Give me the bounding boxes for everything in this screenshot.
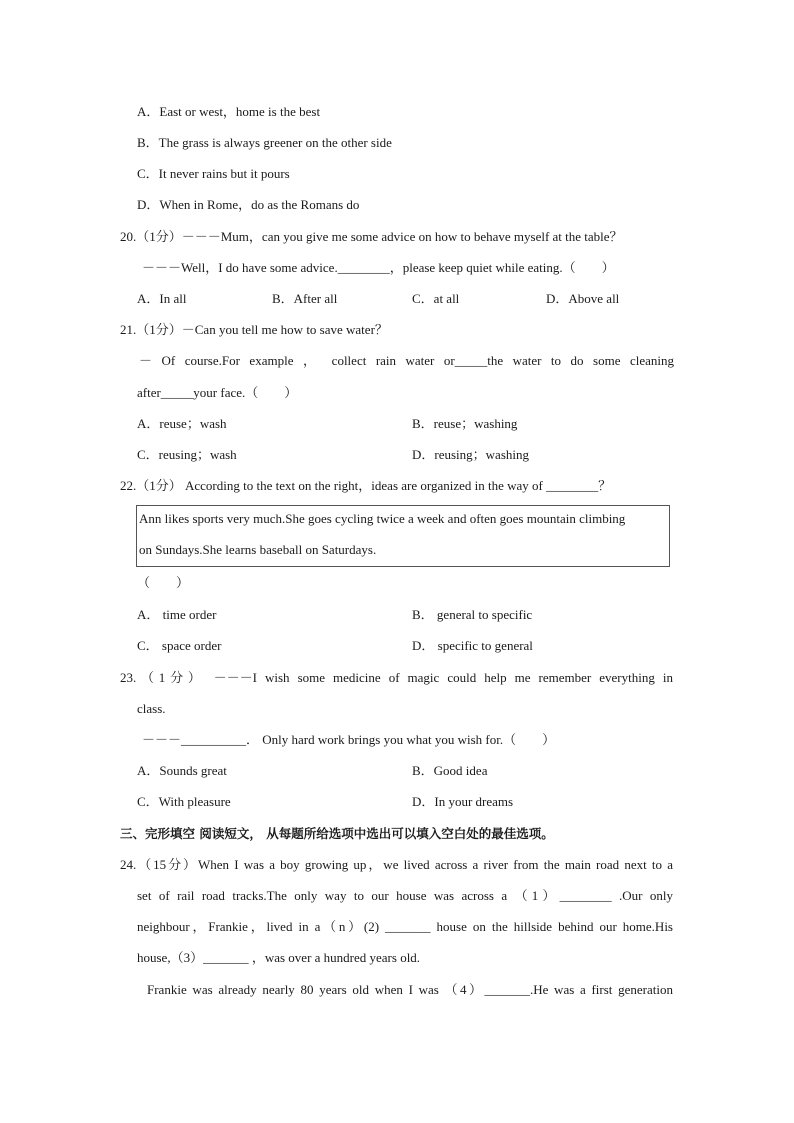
q24-line4: house,（3）_______ ，was over a hundred years old. — [137, 950, 421, 965]
q23-option-a: A．Sounds great — [137, 763, 227, 778]
q22-option-c: C． space order — [137, 638, 222, 653]
q21-line3: after_____your face.（ ） — [137, 385, 298, 400]
q23-line2: class. — [137, 701, 166, 716]
q23-option-c: C．With pleasure — [137, 794, 231, 809]
q20-stem: 20.（1分）－－－Mum，can you give me some advice on how to behave myself at the table？ — [120, 229, 623, 244]
q20-line2: －－－Well，I do have some advice.________，please keep quiet while eating.（ ） — [142, 260, 615, 275]
q23-line3: －－－__________． Only hard work brings you what you wish for.（ ） — [142, 732, 556, 747]
q24-line5: Frankie was already nearly 80 years old when I was （4）_______.He was a first generation — [147, 982, 673, 997]
q22-stem: 22.（1分） According to the text on the right，ideas are organized in the way of ________？ — [120, 478, 612, 493]
q19-option-b: B．The grass is always greener on the other side — [137, 135, 392, 150]
q21-option-d: D．reusing；washing — [412, 447, 529, 462]
q19-option-c: C．It never rains but it pours — [137, 166, 290, 181]
q20-option-a: A．In all — [137, 291, 187, 306]
q22-box-line1: Ann likes sports very much.She goes cycling twice a week and often goes mountain climbing — [139, 511, 626, 526]
q24-line3: neighbour，Frankie，lived in a（n）(2) _______ house on the hillside behind our home.His — [137, 919, 673, 934]
q21-stem: 21.（1分）－Can you tell me how to save water？ — [120, 322, 388, 337]
q20-option-d: D．Above all — [546, 291, 620, 306]
q23-option-b: B．Good idea — [412, 763, 488, 778]
q20-option-b: B．After all — [272, 291, 338, 306]
q22-option-d: D． specific to general — [412, 638, 533, 653]
q19-option-a: A．East or west，home is the best — [137, 104, 321, 119]
section-3-heading: 三、完形填空 阅读短文， 从每题所给选项中选出可以填入空白处的最佳选项。 — [120, 826, 554, 841]
q24-line2: set of rail road tracks.The only way to our house was across a （1）________ .Our only — [137, 888, 673, 903]
q22-option-b: B． general to specific — [412, 607, 533, 622]
q23-stem: 23.（1分） －－－I wish some medicine of magic could help me remember everything in — [120, 670, 673, 685]
q22-option-a: A． time order — [137, 607, 217, 622]
q19-option-d: D．When in Rome，do as the Romans do — [137, 197, 360, 212]
q21-line2: － Of course.For example ， collect rain water or_____the water to do some cleaning — [139, 353, 674, 368]
q22-answer-paren: （ ） — [137, 575, 190, 590]
q24-line1: 24.（15分）When I was a boy growing up，we lived across a river from the main road next to a — [120, 857, 673, 872]
q22-box-line2: on Sundays.She learns baseball on Saturdays. — [139, 542, 377, 557]
q21-option-b: B．reuse；washing — [412, 416, 518, 431]
q20-option-c: C．at all — [412, 291, 460, 306]
q21-option-a: A．reuse；wash — [137, 416, 227, 431]
q21-option-c: C．reusing；wash — [137, 447, 237, 462]
q23-option-d: D．In your dreams — [412, 794, 514, 809]
